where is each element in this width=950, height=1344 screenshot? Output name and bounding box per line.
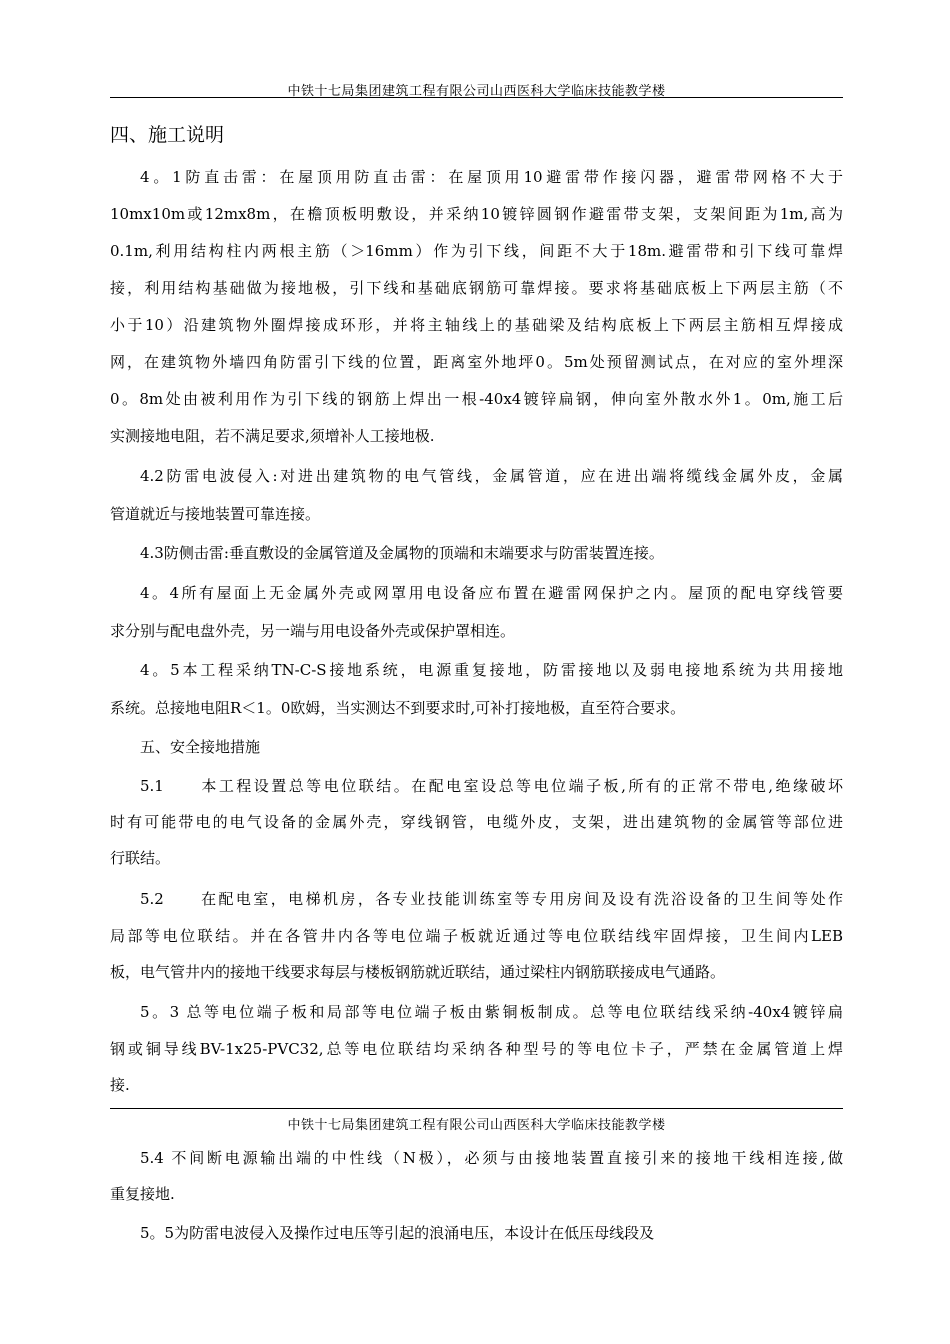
text-line: 行联结。 <box>110 849 171 867</box>
text-line: 实测接地电阻，若不满足要求,须增补人工接地极. <box>110 427 435 445</box>
text-line: 时有可能带电的电气设备的金属外壳，穿线钢管，电缆外皮，支架，进出建筑物的金属管等部位进 <box>110 813 843 831</box>
text-line: 5。3 总等电位端子板和局部等电位端子板由紫铜板制成。总等电位联结线采纳-40x4镀锌扁 <box>140 1003 843 1021</box>
text-line: 0.1m,利用结构柱内两根主筋（＞16mm）作为引下线，间距不大于18m.避雷带和引下线可靠焊 <box>110 242 843 260</box>
text-line: 板，电气管井内的接地干线要求每层与楼板钢筋就近联结，通过梁柱内钢筋联接成电气通路。 <box>110 963 726 981</box>
text-line: 重复接地. <box>110 1185 175 1203</box>
text-line: 5.2 在配电室，电梯机房，各专业技能训练室等专用房间及设有洗浴设备的卫生间等处作 <box>140 890 843 908</box>
text-line: 钢或铜导线BV-1x25-PVC32,总等电位联结均采纳各种型号的等电位卡子，严禁在金属管道上焊 <box>110 1040 843 1058</box>
header-rule <box>110 97 843 98</box>
text-line: 5。5为防雷电波侵入及操作过电压等引起的浪涌电压，本设计在低压母线段及 <box>140 1224 655 1242</box>
section-title: 四、施工说明 <box>110 124 225 146</box>
text-line: 求分别与配电盘外壳，另一端与用电设备外壳或保护罩相连。 <box>110 622 516 640</box>
text-line: 管道就近与接地装置可靠连接。 <box>110 505 321 523</box>
text-line: 4。5本工程采纳TN-C-S接地系统，电源重复接地，防雷接地以及弱电接地系统为共用接地 <box>140 661 843 679</box>
text-line: 局部等电位联结。并在各管井内各等电位端子板就近通过等电位联结线牢固焊接，卫生间内LEB <box>110 927 843 945</box>
text-line: 4.3防侧击雷:垂直敷设的金属管道及金属物的顶端和末端要求与防雷装置连接。 <box>140 544 664 562</box>
text-line: 4.2防雷电波侵入:对进出建筑物的电气管线，金属管道，应在进出端将缆线金属外皮，金属 <box>140 467 843 485</box>
text-line: 4。4所有屋面上无金属外壳或网罩用电设备应布置在避雷网保护之内。屋顶的配电穿线管要 <box>140 584 843 602</box>
page-header-repeat: 中铁十七局集团建筑工程有限公司山西医科大学临床技能教学楼 <box>287 1118 666 1133</box>
text-line: 接，利用结构基础做为接地极，引下线和基础底钢筋可靠焊接。要求将基础底板上下两层主筋（不 <box>110 279 843 297</box>
text-line: 0。8m处由被利用作为引下线的钢筋上焊出一根-40x4镀锌扁钢，伸向室外散水外1。0m,施工后 <box>110 390 843 408</box>
text-line: 5.4 不间断电源输出端的中性线（N极），必须与由接地装置直接引来的接地干线相连接,做 <box>140 1149 843 1167</box>
text-line: 10mx10m或12mx8m，在檐顶板明敷设，并采纳10镀锌圆钢作避雷带支架，支架间距为1m,高为 <box>110 205 843 223</box>
page-header: 中铁十七局集团建筑工程有限公司山西医科大学临床技能教学楼 <box>287 84 666 99</box>
subsection-title: 五、安全接地措施 <box>140 738 261 756</box>
footer-rule <box>110 1108 843 1109</box>
text-line: 4。1防直击雷：在屋顶用防直击雷：在屋顶用10避雷带作接闪器，避雷带网格不大于 <box>140 168 843 186</box>
text-line: 小于10）沿建筑物外圈焊接成环形，并将主轴线上的基础梁及结构底板上下两层主筋相互焊接成 <box>110 316 843 334</box>
text-line: 5.1 本工程设置总等电位联结。在配电室设总等电位端子板,所有的正常不带电,绝缘破坏 <box>140 777 843 795</box>
text-line: 网，在建筑物外墙四角防雷引下线的位置，距离室外地坪0。5m处预留测试点，在对应的室外埋深 <box>110 353 843 371</box>
text-line: 系统。总接地电阻R＜1。0欧姆，当实测达不到要求时,可补打接地极，直至符合要求。 <box>110 699 686 717</box>
text-line: 接. <box>110 1076 130 1094</box>
